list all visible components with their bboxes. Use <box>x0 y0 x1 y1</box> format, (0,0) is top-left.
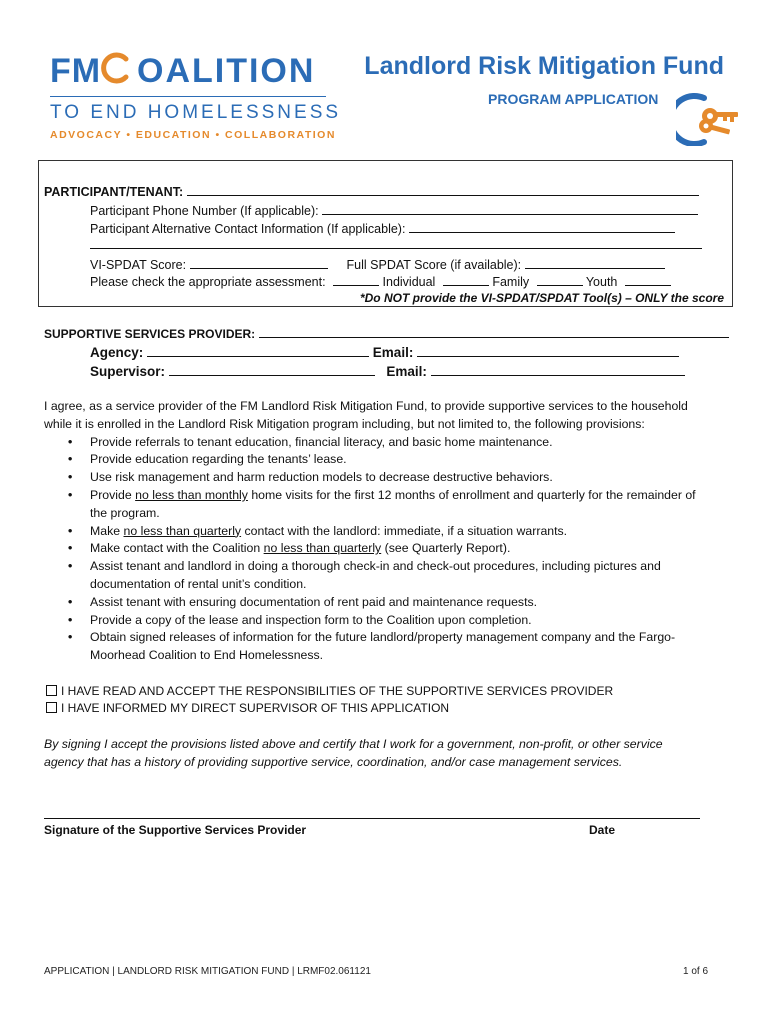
read-accept-label: I HAVE READ AND ACCEPT THE RESPONSIBILITIES OF THE SUPPORTIVE SERVICES PROVIDER <box>61 684 614 698</box>
opt-family: Family <box>492 275 530 289</box>
house-key-icon <box>676 92 742 146</box>
assessment-row <box>90 274 671 289</box>
agency-row <box>90 345 679 360</box>
provision-item: • Provide a copy of the lease and inspection form to the Coalition upon completion. <box>90 612 716 630</box>
supervisor-label: Supervisor: <box>90 364 166 379</box>
vispdat-label: VI-SPDAT Score: <box>90 258 187 272</box>
alt-contact-field-line2[interactable] <box>90 248 702 249</box>
read-accept-checkbox[interactable] <box>46 685 57 696</box>
supervisor-informed-label: I HAVE INFORMED MY DIRECT SUPERVISOR OF THIS APPLICATION <box>61 701 450 715</box>
alt-contact-field[interactable] <box>409 221 675 233</box>
alt-contact-label: Participant Alternative Contact Information (If applicable): <box>90 222 406 236</box>
supervisor-email-label: Email: <box>386 364 427 379</box>
participant-label: PARTICIPANT/TENANT: <box>44 185 184 199</box>
read-accept-row <box>46 684 613 698</box>
alt-contact-row <box>90 221 675 236</box>
youth-check-field[interactable] <box>537 274 583 286</box>
certification-text: By signing I accept the provisions listed above and certify that I work for a government, non-profit, or other service agency that has a history of providing supportive service, coordination, and/or case management services. <box>44 737 663 769</box>
provider-field[interactable] <box>259 326 729 338</box>
full-spdat-label: Full SPDAT Score (if available): <box>346 258 522 272</box>
individual-check-field[interactable] <box>333 274 379 286</box>
logo-fm: FM <box>50 52 102 90</box>
page-number: 1 of 6 <box>683 966 709 977</box>
provision-item: • Provide referrals to tenant education, financial literacy, and basic home maintenance. <box>90 434 716 452</box>
agency-field[interactable] <box>147 345 369 357</box>
spdat-note: *Do NOT provide the VI-SPDAT/SPDAT Tool(s) – ONLY the score <box>359 291 724 305</box>
vispdat-row <box>90 257 665 272</box>
provider-label: SUPPORTIVE SERVICES PROVIDER: <box>44 327 256 341</box>
full-spdat-field[interactable] <box>525 257 665 269</box>
supervisor-row <box>90 364 685 379</box>
date-label: Date <box>589 823 616 837</box>
opt-youth: Youth <box>585 275 618 289</box>
provision-item: • Provide education regarding the tenants’ lease. <box>90 451 716 469</box>
vispdat-field[interactable] <box>190 257 328 269</box>
provision-item: • Obtain signed releases of information for the future landlord/property management company and the Fargo-Moorhead Coalition to End Homelessness. <box>90 629 716 665</box>
provisions-list <box>44 434 716 665</box>
participant-name-field[interactable] <box>187 184 699 196</box>
signature-label: Signature of the Supportive Services Provider <box>44 823 307 837</box>
supervisor-email-field[interactable] <box>431 364 685 376</box>
provision-item: • Provide no less than monthly home visits for the first 12 months of enrollment and quarterly for the remainder of the program. <box>90 487 716 523</box>
agency-label: Agency: <box>90 345 144 360</box>
opt-individual: Individual <box>382 275 436 289</box>
footer-doc-id: APPLICATION | LANDLORD RISK MITIGATION FUND | LRMF02.061121 <box>44 966 371 977</box>
provision-item: • Use risk management and harm reduction models to decrease destructive behaviors. <box>90 469 716 487</box>
supervisor-informed-row <box>46 701 449 715</box>
agreement-intro: I agree, as a service provider of the FM Landlord Risk Mitigation Fund, to provide supportive services to the household while it is enrolled in the Landlord Risk Mitigation program including, but not limited to, the following provisions: <box>44 399 688 431</box>
supervisor-field[interactable] <box>169 364 375 376</box>
phone-row <box>90 203 698 218</box>
page-subtitle: PROGRAM APPLICATION <box>488 91 659 107</box>
assessment-label: Please check the appropriate assessment: <box>90 275 326 289</box>
logo-tagline: TO END HOMELESSNESS <box>50 102 342 123</box>
family-check-field[interactable] <box>443 274 489 286</box>
phone-field[interactable] <box>322 203 698 215</box>
supervisor-informed-checkbox[interactable] <box>46 702 57 713</box>
agency-email-label: Email: <box>372 345 414 360</box>
provision-item: • Make contact with the Coalition no less than quarterly (see Quarterly Report). <box>90 540 716 558</box>
logo-coalition: OALITION <box>137 52 316 90</box>
phone-label: Participant Phone Number (If applicable): <box>90 204 319 218</box>
agreement-section <box>44 398 716 665</box>
provision-item: • Make no less than quarterly contact with the landlord: immediate, if a situation warrants. <box>90 523 716 541</box>
logo-divider <box>50 96 326 97</box>
youth-check-field-trail[interactable] <box>625 274 671 286</box>
agency-email-field[interactable] <box>417 345 679 357</box>
logo-subtagline: ADVOCACY • EDUCATION • COLLABORATION <box>50 129 336 141</box>
participant-row <box>44 184 699 199</box>
provision-item: • Assist tenant and landlord in doing a thorough check-in and check-out procedures, including pictures and documentation of rental unit’s condition. <box>90 558 716 594</box>
page-title: Landlord Risk Mitigation Fund <box>364 52 724 80</box>
provider-row <box>44 326 729 341</box>
provision-item: • Assist tenant with ensuring documentation of rent paid and maintenance requests. <box>90 594 716 612</box>
signature-line[interactable] <box>44 818 700 819</box>
coalition-logo-ring-icon <box>100 52 132 84</box>
